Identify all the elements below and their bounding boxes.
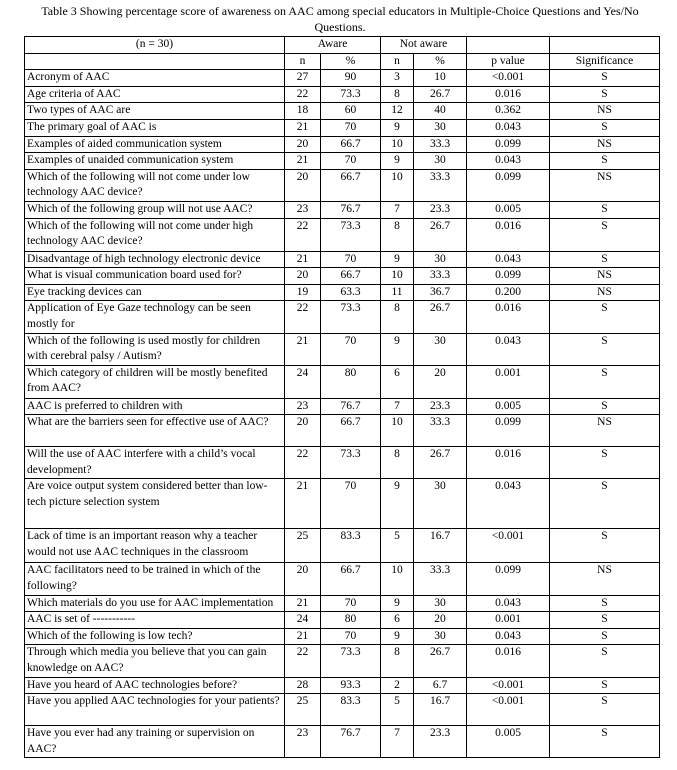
not-aware-percent-cell: 33.3 bbox=[414, 268, 467, 285]
aware-percent-cell: 60 bbox=[321, 103, 381, 120]
aware-n-cell: 27 bbox=[285, 70, 321, 87]
significance-cell: S bbox=[550, 201, 660, 218]
significance-cell: S bbox=[550, 218, 660, 251]
aware-n-cell: 21 bbox=[285, 153, 321, 170]
aware-percent-cell: 70 bbox=[321, 251, 381, 268]
aware-percent-cell: 66.7 bbox=[321, 563, 381, 595]
question-cell: Which of the following is used mostly for children with cerebral palsy / Autism? bbox=[25, 333, 285, 365]
not-aware-n-cell: 9 bbox=[381, 479, 414, 529]
significance-cell: S bbox=[550, 119, 660, 136]
aware-pct-header: % bbox=[321, 53, 381, 70]
question-cell: Application of Eye Gaze technology can be seen mostly for bbox=[25, 301, 285, 333]
aware-percent-cell: 70 bbox=[321, 628, 381, 645]
aware-percent-cell: 63.3 bbox=[321, 284, 381, 301]
question-cell: Acronym of AAC bbox=[25, 70, 285, 87]
p-value-cell: 0.099 bbox=[467, 169, 550, 201]
not-aware-percent-cell: 26.7 bbox=[414, 447, 467, 479]
p-value-cell: <0.001 bbox=[467, 529, 550, 563]
table-row bbox=[25, 70, 660, 87]
question-cell: Two types of AAC are bbox=[25, 103, 285, 120]
table-row bbox=[25, 103, 660, 120]
not-aware-n-cell: 9 bbox=[381, 595, 414, 612]
aware-percent-cell: 73.3 bbox=[321, 301, 381, 333]
significance-cell: S bbox=[550, 628, 660, 645]
not-aware-n-cell: 9 bbox=[381, 153, 414, 170]
significance-cell: S bbox=[550, 677, 660, 694]
aware-n-cell: 25 bbox=[285, 529, 321, 563]
aware-n-cell: 21 bbox=[285, 333, 321, 365]
question-cell: The primary goal of AAC is bbox=[25, 119, 285, 136]
aware-n-cell: 22 bbox=[285, 301, 321, 333]
table-row bbox=[25, 153, 660, 170]
question-cell: Through which media you believe that you can gain knowledge on AAC? bbox=[25, 645, 285, 677]
not-aware-pct-header: % bbox=[414, 53, 467, 70]
table-row bbox=[25, 529, 660, 563]
significance-cell: NS bbox=[550, 284, 660, 301]
not-aware-n-cell: 10 bbox=[381, 563, 414, 595]
question-cell: Lack of time is an important reason why a teacher would not use AAC techniques in the classroom bbox=[25, 529, 285, 563]
not-aware-n-cell: 5 bbox=[381, 694, 414, 726]
question-cell: Have you applied AAC technologies for your patients? bbox=[25, 694, 285, 726]
significance-cell: NS bbox=[550, 103, 660, 120]
table-body bbox=[25, 37, 660, 758]
not-aware-percent-cell: 33.3 bbox=[414, 563, 467, 595]
aware-n-cell: 22 bbox=[285, 447, 321, 479]
aware-n-cell: 23 bbox=[285, 398, 321, 415]
p-value-cell: 0.001 bbox=[467, 365, 550, 398]
significance-cell: S bbox=[550, 529, 660, 563]
awareness-table bbox=[24, 36, 660, 758]
not-aware-n-cell: 7 bbox=[381, 201, 414, 218]
not-aware-percent-cell: 23.3 bbox=[414, 726, 467, 758]
table-row bbox=[25, 398, 660, 415]
table-row bbox=[25, 333, 660, 365]
not-aware-n-cell: 8 bbox=[381, 86, 414, 103]
aware-percent-cell: 76.7 bbox=[321, 201, 381, 218]
aware-n-cell: 21 bbox=[285, 479, 321, 529]
not-aware-percent-cell: 26.7 bbox=[414, 218, 467, 251]
aware-n-cell: 21 bbox=[285, 595, 321, 612]
significance-cell: NS bbox=[550, 563, 660, 595]
table-row bbox=[25, 218, 660, 251]
not-aware-percent-cell: 30 bbox=[414, 333, 467, 365]
significance-cell: NS bbox=[550, 136, 660, 153]
significance-cell: S bbox=[550, 86, 660, 103]
significance-cell: S bbox=[550, 333, 660, 365]
significance-cell: S bbox=[550, 153, 660, 170]
aware-percent-cell: 66.7 bbox=[321, 136, 381, 153]
p-value-cell: 0.043 bbox=[467, 628, 550, 645]
p-value-cell: 0.099 bbox=[467, 415, 550, 447]
not-aware-n-cell: 9 bbox=[381, 251, 414, 268]
aware-header: Aware bbox=[285, 37, 381, 54]
not-aware-percent-cell: 40 bbox=[414, 103, 467, 120]
not-aware-percent-cell: 30 bbox=[414, 595, 467, 612]
aware-n-cell: 20 bbox=[285, 268, 321, 285]
p-value-cell: 0.001 bbox=[467, 612, 550, 629]
aware-n-cell: 22 bbox=[285, 86, 321, 103]
not-aware-percent-cell: 33.3 bbox=[414, 136, 467, 153]
not-aware-n-cell: 10 bbox=[381, 169, 414, 201]
significance-cell: NS bbox=[550, 268, 660, 285]
question-cell: Which of the following is low tech? bbox=[25, 628, 285, 645]
significance-cell: S bbox=[550, 398, 660, 415]
not-aware-percent-cell: 36.7 bbox=[414, 284, 467, 301]
significance-cell: S bbox=[550, 301, 660, 333]
not-aware-n-cell: 8 bbox=[381, 301, 414, 333]
table-row bbox=[25, 694, 660, 726]
question-cell: Eye tracking devices can bbox=[25, 284, 285, 301]
not-aware-n-header: n bbox=[381, 53, 414, 70]
p-value-cell: 0.043 bbox=[467, 595, 550, 612]
not-aware-percent-cell: 33.3 bbox=[414, 169, 467, 201]
table-row bbox=[25, 612, 660, 629]
question-cell: Have you heard of AAC technologies before? bbox=[25, 677, 285, 694]
table-row bbox=[25, 86, 660, 103]
aware-n-cell: 22 bbox=[285, 645, 321, 677]
p-value-cell: 0.005 bbox=[467, 726, 550, 758]
not-aware-percent-cell: 23.3 bbox=[414, 398, 467, 415]
not-aware-n-cell: 10 bbox=[381, 136, 414, 153]
aware-n-cell: 23 bbox=[285, 201, 321, 218]
aware-percent-cell: 66.7 bbox=[321, 169, 381, 201]
not-aware-percent-cell: 30 bbox=[414, 479, 467, 529]
p-value-cell: <0.001 bbox=[467, 694, 550, 726]
table-row bbox=[25, 268, 660, 285]
table-row bbox=[25, 201, 660, 218]
significance-cell: S bbox=[550, 645, 660, 677]
header-spacer bbox=[25, 53, 285, 70]
not-aware-percent-cell: 20 bbox=[414, 365, 467, 398]
question-cell: Will the use of AAC interfere with a child’s vocal development? bbox=[25, 447, 285, 479]
aware-percent-cell: 73.3 bbox=[321, 218, 381, 251]
not-aware-percent-cell: 23.3 bbox=[414, 201, 467, 218]
not-aware-percent-cell: 30 bbox=[414, 628, 467, 645]
not-aware-n-cell: 8 bbox=[381, 447, 414, 479]
p-value-cell: 0.016 bbox=[467, 645, 550, 677]
aware-percent-cell: 70 bbox=[321, 119, 381, 136]
aware-n-cell: 20 bbox=[285, 563, 321, 595]
question-cell: Which materials do you use for AAC implementation bbox=[25, 595, 285, 612]
table-row bbox=[25, 136, 660, 153]
aware-percent-cell: 83.3 bbox=[321, 529, 381, 563]
significance-header: Significance bbox=[550, 53, 660, 70]
aware-percent-cell: 70 bbox=[321, 333, 381, 365]
p-value-cell: 0.016 bbox=[467, 301, 550, 333]
table-row bbox=[25, 447, 660, 479]
question-cell: Examples of unaided communication system bbox=[25, 153, 285, 170]
table-row bbox=[25, 563, 660, 595]
table-row bbox=[25, 301, 660, 333]
aware-percent-cell: 76.7 bbox=[321, 398, 381, 415]
aware-percent-cell: 66.7 bbox=[321, 415, 381, 447]
table-row bbox=[25, 595, 660, 612]
not-aware-percent-cell: 30 bbox=[414, 153, 467, 170]
p-value-cell: 0.200 bbox=[467, 284, 550, 301]
p-value-cell: <0.001 bbox=[467, 70, 550, 87]
aware-n-cell: 21 bbox=[285, 119, 321, 136]
question-cell: Age criteria of AAC bbox=[25, 86, 285, 103]
not-aware-n-cell: 5 bbox=[381, 529, 414, 563]
question-cell: AAC is set of ----------- bbox=[25, 612, 285, 629]
not-aware-percent-cell: 10 bbox=[414, 70, 467, 87]
aware-percent-cell: 66.7 bbox=[321, 268, 381, 285]
aware-n-cell: 25 bbox=[285, 694, 321, 726]
question-cell: Which of the following will not come under low technology AAC device? bbox=[25, 169, 285, 201]
not-aware-n-cell: 11 bbox=[381, 284, 414, 301]
not-aware-n-cell: 6 bbox=[381, 365, 414, 398]
header-spacer bbox=[467, 37, 550, 54]
aware-n-cell: 20 bbox=[285, 169, 321, 201]
header-row-1 bbox=[25, 37, 660, 54]
significance-cell: S bbox=[550, 595, 660, 612]
p-value-cell: 0.099 bbox=[467, 136, 550, 153]
aware-percent-cell: 80 bbox=[321, 612, 381, 629]
not-aware-percent-cell: 20 bbox=[414, 612, 467, 629]
not-aware-n-cell: 8 bbox=[381, 645, 414, 677]
p-value-cell: 0.043 bbox=[467, 251, 550, 268]
not-aware-n-cell: 9 bbox=[381, 119, 414, 136]
table-row bbox=[25, 677, 660, 694]
significance-cell: S bbox=[550, 694, 660, 726]
not-aware-n-cell: 10 bbox=[381, 268, 414, 285]
not-aware-n-cell: 9 bbox=[381, 628, 414, 645]
not-aware-n-cell: 9 bbox=[381, 333, 414, 365]
p-value-cell: 0.099 bbox=[467, 268, 550, 285]
question-cell: Have you ever had any training or supervision on AAC? bbox=[25, 726, 285, 758]
aware-n-cell: 24 bbox=[285, 612, 321, 629]
aware-percent-cell: 73.3 bbox=[321, 447, 381, 479]
aware-percent-cell: 76.7 bbox=[321, 726, 381, 758]
p-value-cell: 0.043 bbox=[467, 153, 550, 170]
table-row bbox=[25, 284, 660, 301]
aware-n-cell: 21 bbox=[285, 251, 321, 268]
header-spacer bbox=[550, 37, 660, 54]
aware-percent-cell: 70 bbox=[321, 153, 381, 170]
not-aware-header: Not aware bbox=[381, 37, 467, 54]
aware-percent-cell: 90 bbox=[321, 70, 381, 87]
p-value-cell: 0.043 bbox=[467, 119, 550, 136]
p-value-cell: 0.016 bbox=[467, 218, 550, 251]
not-aware-percent-cell: 26.7 bbox=[414, 86, 467, 103]
question-cell: Which of the following group will not use AAC? bbox=[25, 201, 285, 218]
question-cell: AAC facilitators need to be trained in which of the following? bbox=[25, 563, 285, 595]
header-row-2 bbox=[25, 53, 660, 70]
question-cell: AAC is preferred to children with bbox=[25, 398, 285, 415]
p-value-cell: 0.016 bbox=[467, 447, 550, 479]
not-aware-percent-cell: 16.7 bbox=[414, 529, 467, 563]
table-row bbox=[25, 645, 660, 677]
question-cell: Which of the following will not come under high technology AAC device? bbox=[25, 218, 285, 251]
table-row bbox=[25, 628, 660, 645]
table-row bbox=[25, 479, 660, 529]
question-cell: Which category of children will be mostly benefited from AAC? bbox=[25, 365, 285, 398]
not-aware-percent-cell: 16.7 bbox=[414, 694, 467, 726]
question-cell: What are the barriers seen for effective use of AAC? bbox=[25, 415, 285, 447]
sample-size-header: (n = 30) bbox=[25, 37, 285, 54]
significance-cell: NS bbox=[550, 169, 660, 201]
aware-n-cell: 23 bbox=[285, 726, 321, 758]
p-value-cell: 0.016 bbox=[467, 86, 550, 103]
not-aware-n-cell: 8 bbox=[381, 218, 414, 251]
significance-cell: S bbox=[550, 70, 660, 87]
not-aware-n-cell: 2 bbox=[381, 677, 414, 694]
aware-n-cell: 28 bbox=[285, 677, 321, 694]
aware-percent-cell: 70 bbox=[321, 595, 381, 612]
p-value-cell: 0.362 bbox=[467, 103, 550, 120]
table-row bbox=[25, 169, 660, 201]
aware-n-cell: 20 bbox=[285, 136, 321, 153]
p-value-cell: <0.001 bbox=[467, 677, 550, 694]
table-row bbox=[25, 415, 660, 447]
p-value-cell: 0.043 bbox=[467, 479, 550, 529]
not-aware-percent-cell: 30 bbox=[414, 119, 467, 136]
not-aware-n-cell: 6 bbox=[381, 612, 414, 629]
question-cell: Are voice output system considered better than low-tech picture selection system bbox=[25, 479, 285, 529]
aware-n-cell: 20 bbox=[285, 415, 321, 447]
aware-n-header: n bbox=[285, 53, 321, 70]
question-cell: Examples of aided communication system bbox=[25, 136, 285, 153]
aware-n-cell: 18 bbox=[285, 103, 321, 120]
table-row bbox=[25, 365, 660, 398]
significance-cell: S bbox=[550, 726, 660, 758]
not-aware-percent-cell: 33.3 bbox=[414, 415, 467, 447]
p-value-cell: 0.005 bbox=[467, 398, 550, 415]
p-value-cell: 0.043 bbox=[467, 333, 550, 365]
aware-percent-cell: 73.3 bbox=[321, 645, 381, 677]
aware-percent-cell: 83.3 bbox=[321, 694, 381, 726]
aware-percent-cell: 80 bbox=[321, 365, 381, 398]
not-aware-n-cell: 3 bbox=[381, 70, 414, 87]
not-aware-percent-cell: 30 bbox=[414, 251, 467, 268]
aware-percent-cell: 73.3 bbox=[321, 86, 381, 103]
p-value-cell: 0.005 bbox=[467, 201, 550, 218]
not-aware-percent-cell: 26.7 bbox=[414, 645, 467, 677]
aware-n-cell: 22 bbox=[285, 218, 321, 251]
question-cell: What is visual communication board used for? bbox=[25, 268, 285, 285]
not-aware-percent-cell: 26.7 bbox=[414, 301, 467, 333]
not-aware-n-cell: 7 bbox=[381, 398, 414, 415]
not-aware-n-cell: 7 bbox=[381, 726, 414, 758]
table-row bbox=[25, 251, 660, 268]
significance-cell: S bbox=[550, 479, 660, 529]
aware-percent-cell: 70 bbox=[321, 479, 381, 529]
aware-percent-cell: 93.3 bbox=[321, 677, 381, 694]
aware-n-cell: 21 bbox=[285, 628, 321, 645]
not-aware-n-cell: 12 bbox=[381, 103, 414, 120]
question-cell: Disadvantage of high technology electronic device bbox=[25, 251, 285, 268]
table-row bbox=[25, 119, 660, 136]
aware-n-cell: 24 bbox=[285, 365, 321, 398]
table-caption: Table 3 Showing percentage score of awareness on AAC among special educators in Multiple-Choice Questions and Yes/No Questions. bbox=[41, 4, 639, 34]
not-aware-percent-cell: 6.7 bbox=[414, 677, 467, 694]
significance-cell: NS bbox=[550, 415, 660, 447]
table-row bbox=[25, 726, 660, 758]
significance-cell: S bbox=[550, 612, 660, 629]
not-aware-n-cell: 10 bbox=[381, 415, 414, 447]
significance-cell: S bbox=[550, 365, 660, 398]
p-value-cell: 0.099 bbox=[467, 563, 550, 595]
p-value-header: p value bbox=[467, 53, 550, 70]
significance-cell: S bbox=[550, 447, 660, 479]
significance-cell: S bbox=[550, 251, 660, 268]
aware-n-cell: 19 bbox=[285, 284, 321, 301]
